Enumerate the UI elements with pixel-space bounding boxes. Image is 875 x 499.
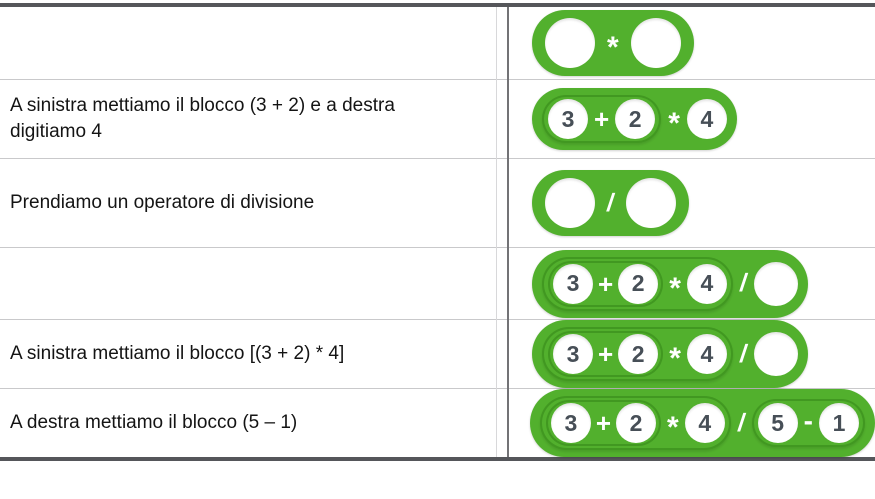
operator-block[interactable]: [532, 250, 808, 318]
empty-input-slot[interactable]: [626, 178, 676, 228]
operator-block[interactable]: [532, 88, 737, 150]
number-value[interactable]: 2: [615, 99, 655, 139]
instruction-text: A sinistra mettiamo il blocco [(3 + 2) * 4]: [10, 342, 345, 364]
number-value[interactable]: 5: [758, 403, 798, 443]
column-divider-dark: [507, 7, 509, 457]
divide-operator-icon: /: [737, 339, 749, 368]
block-mount: [532, 170, 689, 236]
operator-block[interactable]: [532, 320, 808, 388]
table-row: [0, 7, 875, 80]
empty-input-slot[interactable]: [754, 262, 798, 306]
block-cell: [509, 80, 875, 158]
divide-operator-icon: /: [605, 188, 616, 217]
operator-block[interactable]: [530, 389, 875, 457]
instruction-cell: [0, 389, 507, 457]
operator-block[interactable]: [540, 396, 731, 450]
empty-input-slot[interactable]: [631, 18, 681, 68]
operator-block[interactable]: [532, 10, 694, 76]
multiply-operator-icon: *: [668, 107, 680, 140]
number-value[interactable]: 4: [687, 334, 727, 374]
plus-operator-icon: +: [595, 408, 612, 438]
operator-block[interactable]: [542, 327, 733, 381]
instruction-cell: [0, 80, 509, 158]
table-row: [0, 159, 875, 248]
plus-operator-icon: +: [598, 339, 614, 369]
divide-operator-icon: /: [735, 408, 747, 437]
plus-operator-icon: +: [594, 104, 610, 134]
number-value[interactable]: 3: [553, 334, 593, 374]
operator-block[interactable]: [542, 257, 733, 311]
instruction-cell: [0, 248, 509, 319]
operator-block[interactable]: [546, 400, 661, 446]
instruction-text: A sinistra mettiamo il blocco (3 + 2) e a destra digitiamo 4: [10, 94, 395, 142]
multiply-operator-icon: *: [607, 31, 619, 64]
table-row: [0, 320, 875, 389]
operator-block[interactable]: [752, 399, 865, 447]
operator-block[interactable]: [548, 331, 663, 377]
number-value[interactable]: 3: [553, 264, 593, 304]
instruction-cell: [0, 320, 509, 388]
block-mount: [532, 10, 694, 76]
empty-input-slot[interactable]: [545, 18, 595, 68]
block-mount: [530, 389, 875, 457]
number-value[interactable]: 2: [616, 403, 656, 443]
number-value[interactable]: 2: [618, 334, 658, 374]
tutorial-table: [0, 3, 875, 461]
number-value[interactable]: 3: [548, 99, 588, 139]
empty-input-slot[interactable]: [545, 178, 595, 228]
column-divider-light: [496, 7, 497, 457]
multiply-operator-icon: *: [667, 411, 679, 444]
number-value[interactable]: 3: [551, 403, 591, 443]
divide-operator-icon: /: [737, 269, 749, 297]
table-row: [0, 389, 875, 457]
block-cell: [507, 389, 875, 457]
multiply-operator-icon: *: [669, 342, 681, 375]
number-value[interactable]: 4: [687, 99, 727, 139]
block-cell: [509, 248, 875, 319]
instruction-cell: [0, 159, 509, 247]
number-value[interactable]: 4: [685, 403, 725, 443]
block-cell: [509, 7, 875, 79]
operator-block[interactable]: [532, 170, 689, 236]
number-value[interactable]: 2: [618, 264, 658, 304]
instruction-text: Prendiamo un operatore di divisione: [10, 191, 315, 213]
instruction-cell: [0, 7, 509, 79]
number-value[interactable]: 1: [819, 403, 859, 443]
instruction-text: A destra mettiamo il blocco (5 – 1): [10, 411, 298, 433]
multiply-operator-icon: *: [669, 271, 681, 305]
minus-operator-icon: -: [803, 405, 813, 436]
block-cell: [509, 159, 875, 247]
block-mount: [532, 320, 808, 388]
empty-input-slot[interactable]: [754, 332, 798, 376]
table-row: [0, 80, 875, 159]
block-cell: [509, 320, 875, 388]
operator-block[interactable]: [542, 95, 661, 143]
table-row: [0, 248, 875, 320]
number-value[interactable]: 4: [687, 264, 727, 304]
operator-block[interactable]: [548, 261, 663, 307]
block-mount: [532, 250, 808, 318]
block-mount: [532, 88, 737, 150]
plus-operator-icon: +: [598, 268, 614, 299]
